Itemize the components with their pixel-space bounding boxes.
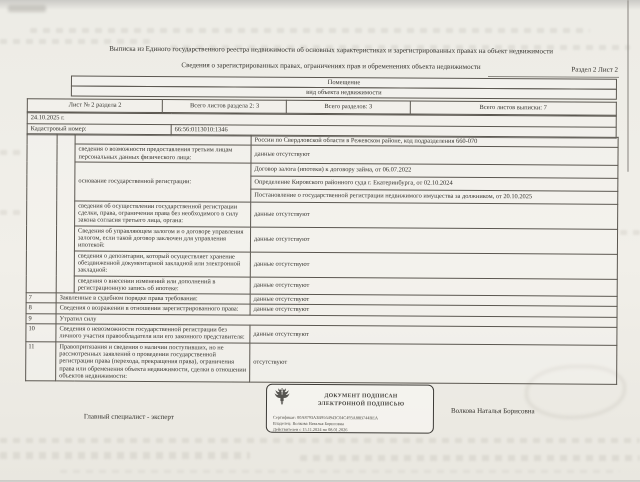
row-number: 10 bbox=[26, 324, 56, 342]
row-value: данные отсутствуют bbox=[251, 145, 618, 165]
object-type-box bbox=[71, 75, 617, 99]
stamp-certificate: Сертификат: 00A8793A3B9564943C04C493A88B744BEA bbox=[272, 414, 379, 421]
extract-sheets-total-cell: Всего листов выписки: 7 bbox=[410, 101, 616, 115]
page-subtitle: Сведения о зарегистрированных правах, ограничениях прав и обременениях объекта недвижимости bbox=[181, 61, 481, 71]
sections-total-cell: Всего разделов: 3 bbox=[286, 100, 410, 114]
spacer-cell bbox=[56, 134, 75, 293]
table-row bbox=[26, 250, 617, 279]
cadastral-label: Кадастровый номер: bbox=[27, 124, 171, 136]
extract-date: 24.10.2025 г. bbox=[27, 113, 616, 128]
row-label: Сведения о возражении в отношении зарегистрированного права: bbox=[56, 303, 250, 314]
row-label: Правопритязания и сведения о наличии поступивших, но не рассмотренных заявлений о проведении государственной регистрации права (перехода, прекращения права), ограничения права или обременения объекта недвижимости, сделки в отношении объектов недвижимости: bbox=[56, 342, 250, 383]
row-value: Постановление о государственной регистрации недвижимого имущества за должником, от 20.10.2025 bbox=[251, 189, 618, 204]
sheet-number-cell: Лист № 2 раздела 2 bbox=[27, 99, 163, 113]
row-value: данные отсутствуют bbox=[251, 202, 618, 229]
row-label: сведения о возможности предоставления третьим лицам персональных данных физического лица: bbox=[75, 144, 251, 163]
row-label: сведения об осуществлении государственной регистрации сделки, права, ограничения права без необходимого в силу закона согласия третьего лица, органа: bbox=[75, 201, 251, 227]
row-value: отсутствуют bbox=[250, 343, 617, 385]
row-value: данные отсутствуют bbox=[250, 294, 617, 307]
stamp-title-line1: ДОКУМЕНТ ПОДПИСАН bbox=[324, 392, 398, 400]
object-type-caption: вид объекта недвижимости bbox=[71, 85, 617, 99]
row-value: Договор залога (ипотеки) к договору займа, от 06.07.2022 bbox=[251, 163, 618, 178]
row-number bbox=[26, 134, 57, 293]
row-value: данные отсутствуют bbox=[250, 325, 617, 345]
section-sheets-total-cell: Всего листов раздела 2: 3 bbox=[163, 100, 287, 114]
stamp-owner: Владелец: Волкова Наталья Борисовна bbox=[272, 420, 344, 426]
section-sheet-label: Раздел 2 Лист 2 bbox=[571, 65, 619, 74]
stamp-title-line2: ЭЛЕКТРОННОЙ ПОДПИСЬЮ bbox=[317, 400, 405, 408]
row-value: данные отсутствуют bbox=[250, 277, 617, 297]
coat-of-arms-icon bbox=[273, 388, 291, 413]
page-title: Выписка из Единого государственного реестра недвижимости об основных характеристиках и зарегистрированных правах на объект недвижимости bbox=[109, 44, 554, 56]
row-label: Сведения о невозможности государственной регистрации без личного участия правообладателя или его законного представителя: bbox=[56, 324, 250, 343]
row-number: 11 bbox=[26, 341, 56, 381]
row-label: Сведения об управляющем залогом и о договоре управления залогом, если такой договор заключен для управления ипотекой: bbox=[74, 226, 250, 252]
rights-table bbox=[25, 133, 619, 385]
object-type-value: Помещение bbox=[71, 75, 617, 89]
row-value: Определение Кировского районного суда г. Екатеринбурга, от 02.10.2024 bbox=[251, 176, 618, 191]
table-row bbox=[26, 225, 617, 254]
table-row bbox=[27, 201, 618, 230]
stamp-validity: Действителен с 15.11.2024 по 08.01.2026 bbox=[272, 426, 348, 432]
row-number: 9 bbox=[26, 313, 56, 323]
digital-signature-stamp bbox=[266, 384, 434, 434]
row-value: данные отсутствуют bbox=[250, 252, 617, 279]
row-label: сведения о внесении изменений или дополнений в регистрационную запись об ипотеке: bbox=[74, 276, 250, 295]
signer-name: Волкова Наталья Борисовна bbox=[450, 406, 535, 416]
row-label: Заявленные в судебном порядке права требования: bbox=[56, 293, 250, 304]
row-label: сведения о депозитарии, который осуществляет хранение обездвиженной документарной закладной или электронной закладной: bbox=[74, 251, 250, 277]
cadastral-value: 66:56:0113010:1346 bbox=[171, 125, 616, 139]
row-label: основание государственной регистрации: bbox=[75, 162, 251, 202]
row-number: 7 bbox=[26, 293, 56, 303]
row-number: 8 bbox=[26, 303, 56, 313]
table-row bbox=[26, 341, 617, 384]
row-value: данные отсутствуют bbox=[250, 227, 617, 254]
signature-position: Главный специалист - эксперт bbox=[83, 412, 174, 422]
row-value: России по Свердловской области в Режевском районе, код подразделения 660-070 bbox=[251, 135, 618, 148]
row-value: данные отсутствуют bbox=[250, 305, 617, 318]
row-label: Утратил силу bbox=[56, 314, 617, 328]
